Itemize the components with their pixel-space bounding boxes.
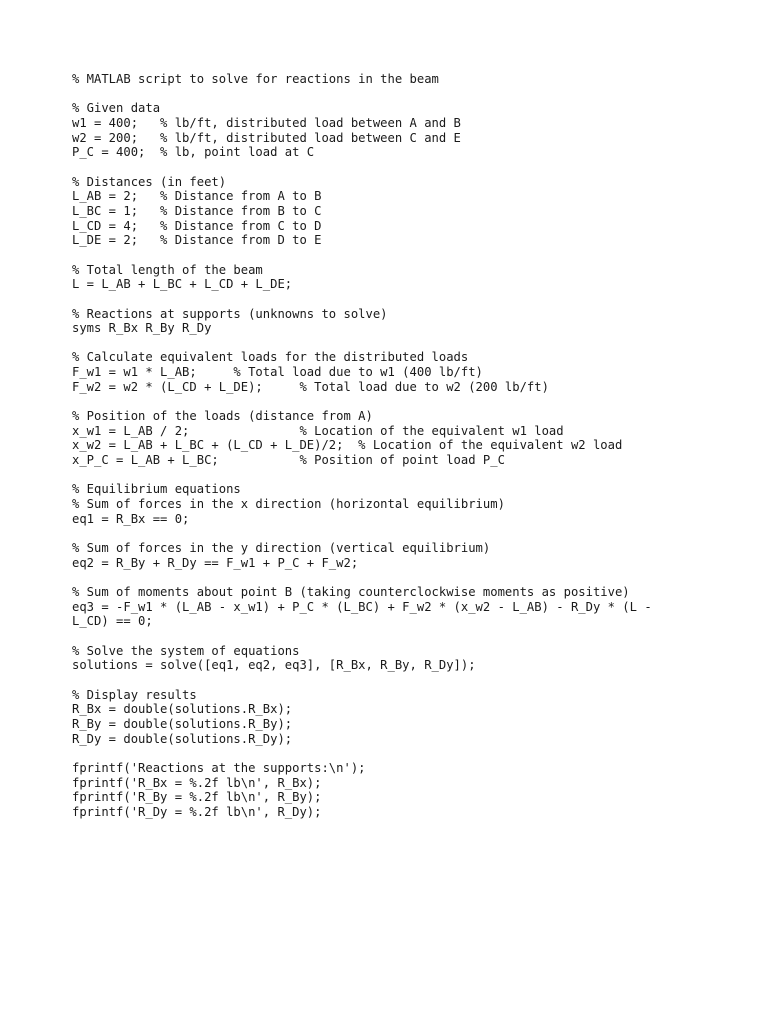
code-line: L_CD) == 0; [72, 614, 153, 629]
code-line: w1 = 400; % lb/ft, distributed load between A and B [72, 115, 461, 130]
code-line: % Sum of forces in the y direction (vertical equilibrium) [72, 541, 491, 555]
code-line: fprintf('R_Bx = %.2f lb\n', R_Bx); [72, 775, 322, 790]
code-line: R_Dy = double(solutions.R_Dy); [72, 731, 293, 746]
code-line: fprintf('R_By = %.2f lb\n', R_By); [72, 790, 322, 805]
code-line [72, 336, 752, 351]
code-line: % Display results [72, 687, 197, 702]
code-line [72, 468, 752, 483]
code-line: eq1 = R_Bx == 0; [72, 511, 190, 526]
code-line: L_CD = 4; % Distance from C to D [72, 218, 322, 233]
code-line: R_By = double(solutions.R_By); [72, 716, 293, 731]
code-line: x_w2 = L_AB + L_BC + (L_CD + L_DE)/2; % Location of the equivalent w2 load [72, 438, 623, 453]
matlab-code-block [72, 72, 752, 819]
code-line: solutions = solve([eq1, eq2, eq3], [R_Bx, R_By, R_Dy]); [72, 658, 476, 673]
code-line: % Calculate equivalent loads for the distributed loads [72, 350, 469, 365]
code-line: % Reactions at supports (unknowns to solve) [72, 306, 388, 321]
code-line: eq2 = R_By + R_Dy == F_w1 + P_C + F_w2; [72, 555, 359, 570]
code-line: syms R_Bx R_By R_Dy [72, 321, 212, 336]
code-line: eq3 = -F_w1 * (L_AB - x_w1) + P_C * (L_BC) + F_w2 * (x_w2 - L_AB) - R_Dy * (L - [72, 599, 652, 614]
code-line: L_BC = 1; % Distance from B to C [72, 203, 322, 218]
code-line: % Solve the system of equations [72, 643, 300, 658]
code-line [72, 673, 752, 688]
code-line: % Position of the loads (distance from A) [72, 409, 373, 424]
code-line: % Sum of forces in the x direction (horizontal equilibrium) [72, 497, 505, 512]
code-line [72, 87, 752, 102]
code-line [72, 394, 752, 409]
code-line: x_P_C = L_AB + L_BC; % Position of point load P_C [72, 453, 505, 468]
code-line: % Total length of the beam [72, 262, 263, 277]
code-line: w2 = 200; % lb/ft, distributed load between C and E [72, 130, 461, 145]
code-line: F_w1 = w1 * L_AB; % Total load due to w1 (400 lb/ft) [72, 365, 483, 380]
code-line: R_Bx = double(solutions.R_Bx); [72, 702, 293, 717]
code-line: P_C = 400; % lb, point load at C [72, 145, 315, 160]
code-line: fprintf('R_Dy = %.2f lb\n', R_Dy); [72, 804, 322, 819]
code-line: L_DE = 2; % Distance from D to E [72, 233, 322, 248]
code-line [72, 160, 752, 175]
code-line [72, 292, 752, 307]
code-line: fprintf('Reactions at the supports:\n'); [72, 760, 366, 775]
code-line: L = L_AB + L_BC + L_CD + L_DE; [72, 277, 293, 292]
code-line: % Equilibrium equations [72, 482, 241, 497]
code-line: x_w1 = L_AB / 2; % Location of the equivalent w1 load [72, 423, 564, 438]
code-line [72, 526, 752, 541]
code-line: F_w2 = w2 * (L_CD + L_DE); % Total load due to w2 (200 lb/ft) [72, 379, 549, 394]
code-line [72, 570, 752, 585]
code-line [72, 629, 752, 644]
code-line: % MATLAB script to solve for reactions in the beam [72, 72, 439, 86]
code-line: % Sum of moments about point B (taking counterclockwise moments as positive) [72, 584, 630, 599]
code-line: L_AB = 2; % Distance from A to B [72, 189, 322, 204]
code-line [72, 746, 752, 761]
code-line: % Given data [72, 101, 161, 116]
code-line [72, 248, 752, 263]
code-line: % Distances (in feet) [72, 174, 227, 189]
